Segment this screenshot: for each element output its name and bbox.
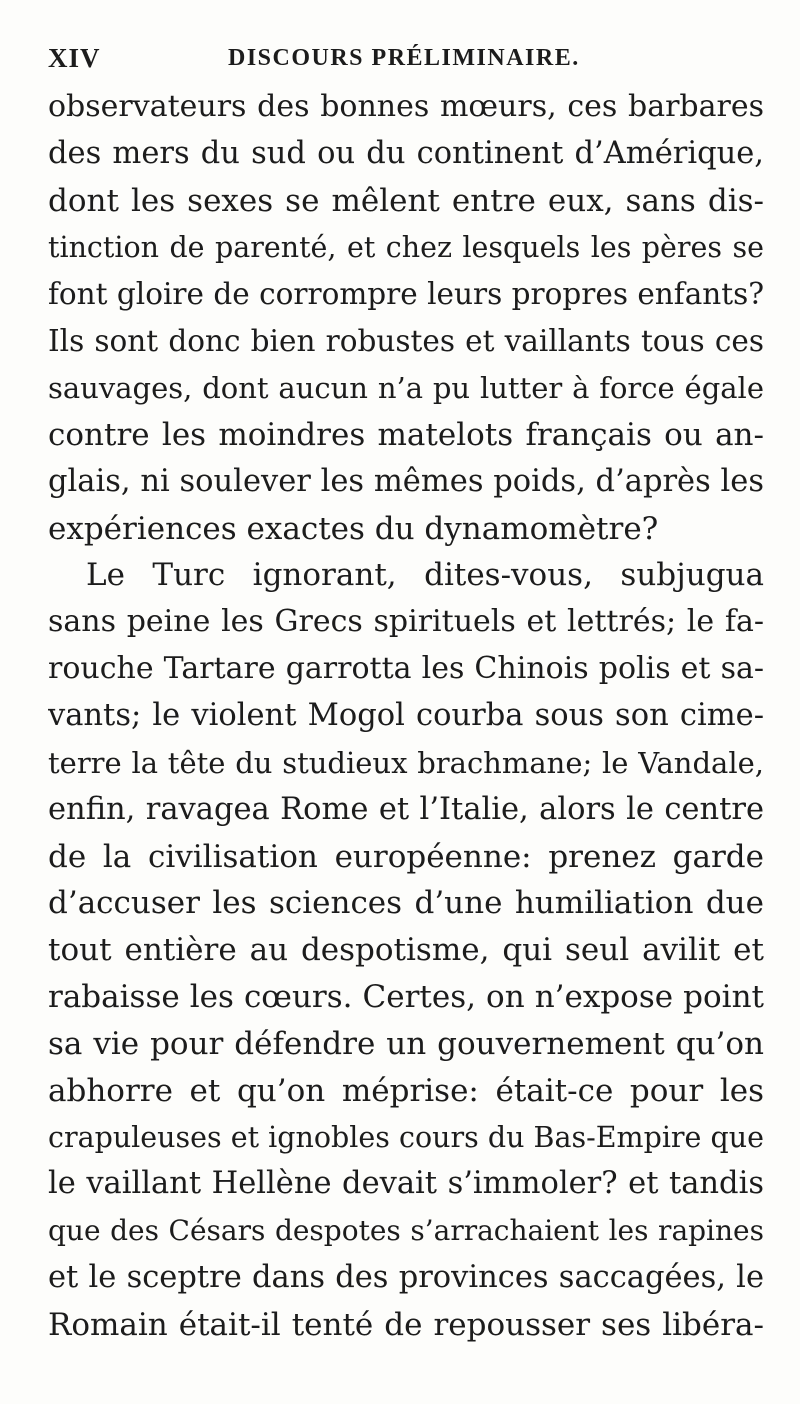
running-head: DISCOURS PRÉLIMINAIRE. — [228, 45, 580, 71]
text-line: rouche Tartare garrotta les Chinois polis et sa- — [48, 651, 764, 687]
text-line-paragraph-start: Le Turc ignorant, dites-vous, subjugua — [86, 557, 764, 594]
text-line: font gloire de corrompre leurs propres enfants? — [48, 277, 764, 312]
text-line: terre la tête du studieux brachmane; le Vandale, — [48, 745, 764, 780]
text-line: des mers du sud ou du continent d’Amérique, — [48, 135, 764, 171]
page-number: XIV — [48, 43, 101, 73]
text-line: abhorre et qu’on méprise: était-ce pour les — [48, 1072, 764, 1109]
text-line: dont les sexes se mêlent entre eux, sans dis- — [48, 182, 764, 219]
text-line: sans peine les Grecs spirituels et lettrés; le fa- — [48, 604, 764, 640]
text-line: vants; le violent Mogol courba sous son cime- — [48, 697, 764, 733]
page-header — [48, 38, 764, 78]
text-line-paragraph-end: expériences exactes du dynamomètre? — [48, 510, 659, 547]
text-line: d’accuser les sciences d’une humiliation due — [48, 885, 764, 922]
text-line: Romain était-il tenté de repousser ses libéra- — [48, 1306, 764, 1343]
text-line: crapuleuses et ignobles cours du Bas-Empire que — [48, 1120, 764, 1154]
text-line: contre les moindres matelots français ou an- — [48, 416, 764, 453]
text-line: glais, ni soulever les mêmes poids, d’après les — [48, 463, 764, 499]
text-line: et le sceptre dans des provinces saccagées, le — [48, 1260, 764, 1296]
text-line: tout entière au despotisme, qui seul avilit et — [48, 932, 764, 969]
text-line: de la civilisation européenne: prenez garde — [48, 838, 764, 875]
text-line: observateurs des bonnes mœurs, ces barbares — [48, 89, 764, 124]
text-line: sauvages, dont aucun n’a pu lutter à force égale — [48, 371, 764, 406]
text-line: sa vie pour défendre un gouvernement qu’on — [48, 1025, 764, 1062]
text-line: Ils sont donc bien robustes et vaillants tous ces — [48, 324, 764, 359]
text-line: tinction de parenté, et chez lesquels les pères se — [48, 230, 764, 264]
text-line: le vaillant Hellène devait s’immoler? et tandis — [48, 1166, 764, 1202]
text-line: enfin, ravagea Rome et l’Italie, alors le centre — [48, 791, 764, 827]
body-text — [48, 84, 764, 1349]
text-line: que des Césars despotes s’arrachaient les rapines — [48, 1214, 764, 1248]
text-line: rabaisse les cœurs. Certes, on n’expose point — [48, 979, 764, 1016]
